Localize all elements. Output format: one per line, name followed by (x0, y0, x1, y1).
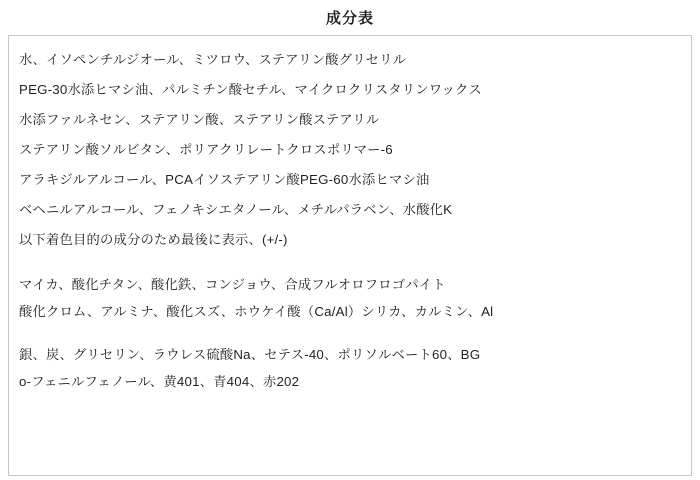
list-item: 水、イソペンチルジオール、ミツロウ、ステアリン酸グリセリル (19, 52, 407, 67)
page-title: 成分表 (325, 10, 374, 27)
ingredients-list (8, 35, 692, 476)
list-item: ステアリン酸ソルビタン、ポリアクリレートクロスポリマー-6 (19, 142, 393, 157)
list-item: 銀、炭、グリセリン、ラウレス硫酸Na、セテス-40、ポリソルベート60、BG (19, 347, 481, 362)
list-item: PEG-30水添ヒマシ油、パルミチン酸セチル、マイクロクリスタリンワックス (19, 82, 482, 97)
list-item: 以下着色目的の成分のため最後に表示、(+/-) (19, 232, 288, 247)
list-item: o-フェニルフェノール、黄401、青404、赤202 (19, 374, 300, 389)
list-item: アラキジルアルコール、PCAイソステアリン酸PEG-60水添ヒマシ油 (19, 172, 430, 187)
list-item: マイカ、酸化チタン、酸化鉄、コンジョウ、合成フルオロフロゴパイト (19, 277, 446, 292)
list-item: 水添ファルネセン、ステアリン酸、ステアリン酸ステアリル (19, 112, 380, 127)
list-item: ベヘニルアルコール、フェノキシエタノール、メチルパラベン、水酸化K (19, 202, 453, 217)
list-item: 酸化クロム、アルミナ、酸化スズ、ホウケイ酸（Ca/Al）シリカ、カルミン、Al (19, 304, 494, 319)
